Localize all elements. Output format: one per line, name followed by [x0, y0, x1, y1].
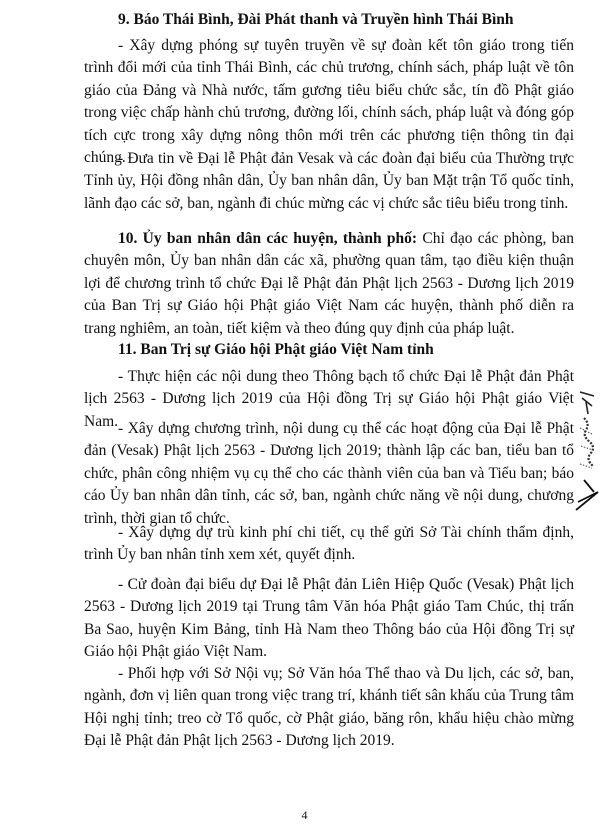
section-11-heading: 11. Ban Trị sự Giáo hội Phật giáo Việt Nam tỉnh [118, 341, 434, 358]
section-11-paragraph-1: - Thực hiện các nội dung theo Thông bạch tổ chức Đại lễ Phật đản Phật lịch 2563 - Dương lịch 2019 của Hội đồng Trị sự Giáo hội Phật giáo Việt Nam. [84, 368, 574, 430]
section-11-paragraph-3: - Xây dựng dự trù kinh phí chi tiết, cụ thể gửi Sở Tài chính thẩm định, trình Ủy ban nhân tỉnh xem xét, quyết định. [84, 524, 574, 564]
section-9-paragraph-1: - Xây dựng phóng sự tuyên truyền về sự đoàn kết tôn giáo trong tiến trình đổi mới của tỉnh Thái Bình, các chủ trương, chính sách, pháp luật về tôn giáo của Đảng và Nhà nước, tấm gương tiêu biểu chức sắc, tín đồ Phật giáo trong việc chấp hành chủ trương, đường lối, chính sách, pháp luật và đóng góp tích cực trong xây dựng nông thôn mới trên các phương tiện thông tin đại chúng. [84, 37, 574, 167]
section-11-paragraph-5: - Phối hợp với Sở Nội vụ; Sở Văn hóa Thể thao và Du lịch, các sở, ban, ngành, đơn vị liên quan trong việc trang trí, khánh tiết sân khấu của Trung tâm Hội nghị tỉnh; treo cờ Tổ quốc, cờ Phật giáo, băng rôn, khẩu hiệu chào mừng Đại lễ Phật đản Phật lịch 2563 - Dương lịch 2019. [84, 665, 574, 750]
page-number: 4 [301, 808, 308, 822]
section-9-heading: 9. Báo Thái Bình, Đài Phát thanh và Truyền hình Thái Bình [118, 11, 514, 28]
seal-stamp-icon [572, 388, 602, 513]
section-9-paragraph-2: - Đưa tin về Đại lễ Phật đản Vesak và các đoàn đại biểu của Thường trực Tỉnh ủy, Hội đồng nhân dân, Ủy ban nhân dân, Ủy ban Mặt trận Tổ quốc tỉnh, lãnh đạo các sở, ban, ngành đi chúc mừng các vị chức sắc tiêu biểu trong tỉnh. [84, 150, 574, 212]
section-10-text: Chỉ đạo các phòng, ban chuyên môn, Ủy ban nhân dân các xã, phường quan tâm, tạo điều kiện thuận lợi để chương trình tổ chức Đại lễ Phật đản Phật lịch 2563 - Dương lịch 2019 của Ban Trị sự Giáo hội Phật giáo Việt Nam các huyện, thành phố diễn ra trang nghiêm, an toàn, tiết kiệm và theo đúng quy định của pháp luật. [84, 230, 574, 337]
section-11-paragraph-2: - Xây dựng chương trình, nội dung cụ thể các hoạt động của Đại lễ Phật đản (Vesak) Phật lịch 2563 - Dương lịch 2019; thành lập các ban, tiểu ban tổ chức, phân công nhiệm vụ cụ thể cho các thành viên của ban và Tiểu ban; báo cáo Ủy ban nhân dân tỉnh, các sở, ban, ngành chức năng về nội dung, chương trình, thời gian tổ chức. [84, 420, 574, 527]
section-11-paragraph-4: - Cử đoàn đại biểu dự Đại lễ Phật đản Liên Hiệp Quốc (Vesak) Phật lịch 2563 - Dương lịch 2019 tại Trung tâm Văn hóa Phật giáo Tam Chúc, thị trấn Ba Sao, huyện Kim Bảng, tỉnh Hà Nam theo Thông báo của Hội đồng Trị sự Giáo hội Phật giáo Việt Nam. [84, 576, 574, 661]
section-10-paragraph [84, 228, 574, 340]
section-10-heading: 10. Ủy ban nhân dân các huyện, thành phố: [118, 230, 418, 247]
